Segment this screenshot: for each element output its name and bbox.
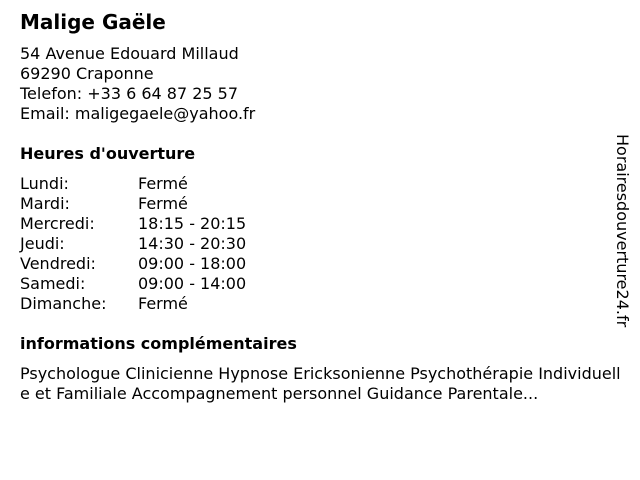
day-label: Jeudi: <box>20 234 65 253</box>
contact-block <box>20 44 255 124</box>
day-hours: Fermé <box>138 294 188 313</box>
day-label: Samedi: <box>20 274 86 293</box>
hours-row-friday <box>20 254 320 274</box>
hours-row-tuesday <box>20 194 320 214</box>
opening-hours-heading: Heures d'ouverture <box>20 144 196 163</box>
day-label: Lundi: <box>20 174 69 193</box>
day-hours: 18:15 - 20:15 <box>138 214 247 233</box>
business-name: Malige Gaële <box>20 10 166 34</box>
address-city: 69290 Craponne <box>20 64 154 83</box>
email-address: Email: maligegaele@yahoo.fr <box>20 104 256 123</box>
day-label: Mardi: <box>20 194 70 213</box>
hours-row-wednesday <box>20 214 320 234</box>
site-watermark: Horairesdouverture24.fr <box>613 134 632 328</box>
day-hours: Fermé <box>138 174 188 193</box>
day-hours: 14:30 - 20:30 <box>138 234 247 253</box>
hours-row-thursday <box>20 234 320 254</box>
additional-info-heading: informations complémentaires <box>20 334 297 353</box>
hours-row-saturday <box>20 274 320 294</box>
address-street: 54 Avenue Edouard Millaud <box>20 44 239 63</box>
day-label: Vendredi: <box>20 254 96 273</box>
day-hours: Fermé <box>138 194 188 213</box>
phone-number: Telefon: +33 6 64 87 25 57 <box>20 84 239 103</box>
opening-hours-list <box>20 174 320 314</box>
day-hours: 09:00 - 18:00 <box>138 254 247 273</box>
day-hours: 09:00 - 14:00 <box>138 274 247 293</box>
hours-row-monday <box>20 174 320 194</box>
day-label: Mercredi: <box>20 214 95 233</box>
day-label: Dimanche: <box>20 294 107 313</box>
business-description: Psychologue Clinicienne Hypnose Ericksonienne Psychothérapie Individuelle et Familiale Accompagnement personnel Guidance Parentale... <box>20 364 621 403</box>
hours-row-sunday <box>20 294 320 314</box>
